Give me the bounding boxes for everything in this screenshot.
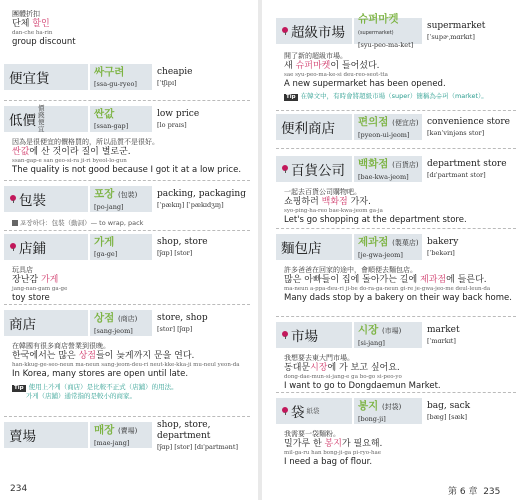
korean-text: 매장	[94, 423, 115, 436]
divider	[4, 416, 250, 417]
korean-text: 시장	[358, 323, 379, 336]
entry-korean	[352, 13, 422, 49]
english-ipa: [ˈsupɚˌmɑrkɪt]	[427, 33, 475, 41]
kor-highlight: 싼값	[12, 147, 30, 157]
english-ipa: [ʃɑp] [stor]	[157, 249, 193, 257]
entry-hanzi	[276, 18, 352, 44]
entry-store	[4, 310, 250, 336]
entry-english	[152, 106, 250, 132]
tip-line	[12, 392, 256, 401]
korean-word	[358, 236, 422, 249]
intro-example	[12, 10, 252, 48]
entry-english	[422, 18, 516, 44]
korean-romanization: [bae-kwa-jeom]	[358, 172, 409, 181]
example-shop	[12, 266, 256, 304]
english-word: bakery	[427, 237, 459, 247]
korean-text: 슈퍼마켓	[358, 13, 399, 25]
example-romanization: dong-dae-mun-si-jang-e ga bo-go si-peo-yo	[284, 374, 402, 380]
tip-text: 가게（店鋪）通常指的是較小的商家。	[26, 392, 137, 400]
english-ipa: [ˈbekərɪ]	[427, 249, 455, 257]
english-ipa: [bæg] [sæk]	[427, 413, 468, 421]
example-romanization: mil-ga-ru han bong-ji-ga pi-ryo-hae	[284, 450, 382, 456]
divider	[276, 148, 516, 149]
kor-highlight: 가게	[40, 275, 59, 285]
hanzi-text: 市場	[291, 329, 318, 345]
korean-paren: (封袋)	[381, 402, 402, 411]
example-kor	[12, 147, 256, 158]
entry-hanzi: 賣場	[4, 422, 88, 448]
korean-paren: (supermarket)	[358, 30, 394, 36]
example-cn: 團體折扣	[12, 10, 40, 18]
english-word: low price	[157, 109, 200, 119]
entry-hanzi	[276, 156, 352, 182]
kor-text: 많은 아빠들이 집에 돌아가는 길에	[284, 275, 421, 285]
korean-word: 싸구려	[94, 66, 125, 78]
divider	[4, 304, 250, 305]
korean-romanization: [si-jang]	[358, 338, 385, 347]
book-gutter	[258, 0, 262, 500]
page-number: 235	[483, 487, 501, 497]
example-romanization: ma-neun a-ppa-deu-ri ji-be do-ra-ga-neun gi-re je-gwa-jeo-me deul-leun-da	[284, 286, 491, 292]
hanzi-text: 百貨公司	[291, 163, 345, 179]
korean-paren: (賣場)	[117, 426, 138, 435]
example-en: I need a bag of flour.	[284, 457, 373, 467]
english-word: shop, store, department	[157, 419, 211, 441]
verb-note-label: 포장하다：包裝（動詞）— to wrap, pack	[20, 219, 144, 227]
english-word: market	[427, 325, 460, 335]
example-kor	[284, 439, 518, 450]
example-kor	[12, 351, 256, 362]
hanzi-text: 店鋪	[19, 241, 46, 257]
kor-text: 단체	[12, 19, 33, 29]
example-cn: 玩具店	[12, 266, 33, 274]
example-en: group discount	[12, 37, 76, 47]
divider	[4, 230, 250, 231]
example-kor	[284, 363, 518, 374]
kor-text: 가자.	[347, 197, 371, 207]
korean-word	[94, 424, 152, 437]
kor-highlight: 시장	[310, 363, 328, 373]
example-romanization: jang-nan-gam ga-ge	[12, 286, 68, 292]
tip-text: 在韓文中，有時會將超級市場（super）簡稱為슈퍼（market）。	[300, 92, 488, 100]
entry-hanzi: 麵包店	[276, 234, 352, 260]
example-cn: 開了新的超級市場。	[284, 52, 347, 60]
entry-bag	[276, 398, 516, 424]
korean-romanization: [ssa-gu-ryeo]	[94, 80, 137, 88]
english-word: cheapie	[157, 67, 193, 77]
example-supermarket	[284, 52, 518, 101]
tip-badge: Tip	[14, 385, 24, 391]
kor-text: 이 들어섰다.	[330, 61, 380, 71]
korean-paren: (百貨店)	[392, 160, 419, 169]
example-en: A new supermarket has been opened.	[284, 79, 446, 89]
english-word: packing, packaging	[157, 189, 246, 199]
pin-icon	[281, 331, 289, 339]
kor-text: 에 들른다.	[446, 275, 487, 285]
entry-english	[422, 322, 516, 348]
kor-text: 한국에서는 많은	[12, 351, 79, 361]
entry-convenience-store	[276, 114, 516, 140]
hanzi-text: 超級市場	[291, 25, 345, 41]
korean-word: 싼값	[94, 108, 115, 120]
entry-english	[422, 398, 516, 424]
korean-word	[94, 188, 152, 201]
chapter-label: 第 6 章	[448, 487, 478, 497]
example-romanization: sae syu-peo-ma-ke-si deu-reo-seot-tta	[284, 72, 388, 78]
korean-word	[358, 116, 422, 129]
korean-romanization: [ssan-gap]	[94, 122, 129, 130]
korean-text: 상점	[94, 311, 115, 324]
example-cn: 因為是很便宜的價格買的，所以品質不是很好。	[12, 138, 159, 146]
pin-icon	[281, 407, 289, 415]
entry-korean	[88, 310, 152, 336]
kor-text: 쇼핑하러	[284, 197, 322, 207]
example-kor	[284, 275, 518, 286]
korean-romanization: [bong-ji]	[358, 414, 386, 423]
entry-korean	[88, 422, 152, 448]
korean-paren: (包裝)	[117, 190, 138, 199]
kor-highlight: 슈퍼마켓	[295, 61, 331, 71]
entry-english	[152, 64, 250, 90]
entry-supermarket	[276, 13, 516, 49]
entry-korean	[352, 398, 422, 424]
tip-line	[284, 92, 518, 101]
verb-note	[12, 218, 256, 227]
entry-hanzi	[276, 322, 352, 348]
korean-word	[358, 13, 422, 39]
entry-korean	[352, 322, 422, 348]
english-ipa: [dɪˈpartmənt stor]	[427, 171, 486, 179]
entry-korean	[88, 186, 152, 212]
english-word: shop, store	[157, 237, 208, 247]
divider	[276, 392, 516, 393]
entry-hanzi	[276, 398, 352, 424]
korean-paren: (商店)	[117, 314, 138, 323]
tip-line	[12, 383, 256, 392]
example-romanization: syo-ping-ha-reo bae-kwa-jeom ga-ja	[284, 208, 383, 214]
divider	[276, 316, 516, 317]
page-number: 234	[10, 484, 28, 494]
entry-hanzi	[4, 186, 88, 212]
kor-text: 에 산 것이라 질이 별로군.	[29, 147, 131, 157]
english-ipa: [lo praɪs]	[157, 121, 187, 129]
entry-department-store	[276, 156, 516, 182]
entry-bakery	[276, 234, 516, 260]
entry-low-price	[4, 106, 250, 132]
english-word: store, shop	[157, 313, 208, 323]
entry-english	[152, 310, 250, 336]
kor-highlight: 상점	[78, 351, 96, 361]
kor-text: 밀가루 한	[284, 439, 325, 449]
korean-text: 포장	[94, 187, 115, 200]
kor-highlight: 할인	[32, 19, 50, 29]
korean-romanization: [ga-ge]	[94, 250, 118, 258]
korean-text: 편의점	[358, 115, 389, 128]
example-romanization: dan-che ha-rin	[12, 30, 53, 36]
hanzi-note: 價錢便宜	[38, 104, 45, 133]
divider	[276, 228, 516, 229]
hanzi-text: 袋	[291, 405, 305, 421]
entry-hanzi: 便利商店	[276, 114, 352, 140]
kor-text: 에 가 보고 싶어요.	[327, 363, 400, 373]
kor-text: 동대문	[284, 363, 311, 373]
tip-text: 使用上가게（商店）是比較不正式（店鋪）的用法。	[28, 383, 178, 391]
example-store	[12, 342, 256, 401]
korean-text: 봉지	[358, 399, 379, 412]
hanzi-text: 包裝	[19, 193, 46, 209]
entry-cheapie	[4, 64, 250, 90]
pin-icon	[281, 165, 289, 173]
example-en: toy store	[12, 293, 50, 303]
example-department-store	[284, 188, 518, 226]
english-ipa: [ʃɑp] [stor] [dɪˈpartmənt]	[157, 442, 238, 451]
english-word: department store	[427, 159, 507, 169]
example-en: The quality is not good because I got it at a low price.	[12, 165, 242, 175]
kor-highlight: 제과점	[420, 275, 447, 285]
divider	[4, 180, 250, 181]
kor-text: 들이 늦게까지 문을 연다.	[95, 351, 195, 361]
hanzi-text: 低價	[9, 113, 36, 129]
korean-word	[358, 324, 422, 337]
entry-department	[4, 419, 250, 451]
entry-korean	[352, 114, 422, 140]
example-cn: 我需要一袋麵粉。	[284, 430, 340, 438]
korean-paren: (製菓店)	[392, 238, 419, 247]
pin-icon	[9, 195, 17, 203]
example-en: In Korea, many stores are open until late.	[12, 369, 189, 379]
pin-icon	[281, 27, 289, 35]
example-en: Let's go shopping at the department store.	[284, 215, 467, 225]
example-romanization: ssan-gap-e san geo-si-ra ji-ri byeol-lo-gun	[12, 158, 127, 164]
english-ipa: [ˈtʃipɪ]	[157, 79, 177, 87]
entry-english	[422, 234, 516, 260]
korean-word	[358, 400, 422, 413]
entry-english	[422, 114, 516, 140]
example-cn: 一起去百貨公司購物吧。	[284, 188, 361, 196]
kor-highlight: 백화점	[321, 197, 348, 207]
english-word: convenience store	[427, 117, 510, 127]
entry-korean	[88, 106, 152, 132]
english-ipa: [kənˈvinjəns stor]	[427, 129, 485, 137]
entry-korean	[352, 234, 422, 260]
tip-badge: Tip	[286, 94, 296, 100]
example-bag	[284, 430, 518, 468]
example-romanization: han-kkug-ge-seo-neun ma-neun sang-jeom-deu-ri neut-kke-kka-ji mu-neul yeon-da	[12, 362, 240, 368]
example-low-price	[12, 138, 256, 176]
verb-note-text	[12, 218, 256, 227]
entry-korean	[352, 156, 422, 182]
kor-text: 장난감	[12, 275, 41, 285]
example-cn: 許多爸爸在回家的途中，會順便去麵包店。	[284, 266, 417, 274]
page-footer	[448, 484, 500, 497]
korean-word	[94, 312, 152, 325]
english-ipa: [stor] [ʃɑp]	[157, 325, 193, 333]
entry-hanzi	[4, 234, 88, 260]
entry-market	[276, 322, 516, 348]
korean-word	[358, 158, 422, 171]
entry-hanzi: 商店	[4, 310, 88, 336]
example-kor	[12, 19, 252, 30]
example-cn: 在韓國有很多商店營業到很晚。	[12, 342, 110, 350]
korean-paren: (市場)	[381, 326, 402, 335]
kor-highlight: 봉지	[324, 439, 342, 449]
pin-icon	[9, 243, 17, 251]
divider	[276, 110, 516, 111]
korean-romanization: [sang-jeom]	[94, 326, 133, 335]
entry-korean	[88, 64, 152, 90]
english-ipa: [ˈmɑrkɪt]	[427, 337, 456, 345]
entry-packing	[4, 186, 250, 212]
korean-romanization: [syu-peo-ma-ket]	[358, 41, 414, 49]
example-market	[284, 354, 518, 392]
english-word: bag, sack	[427, 401, 471, 411]
entry-shop	[4, 234, 250, 260]
hanzi-note: 紙袋	[306, 406, 320, 415]
entry-hanzi: 便宜貨	[4, 64, 88, 90]
example-bakery	[284, 266, 518, 304]
english-word: supermarket	[427, 21, 486, 31]
english-ipa: [ˈpækɪŋ] [ˈpækɪdʒɪŋ]	[157, 201, 224, 209]
example-en: Many dads stop by a bakery on their way back home.	[284, 293, 512, 303]
note-icon	[12, 220, 18, 226]
entry-hanzi	[4, 106, 88, 132]
example-kor	[284, 61, 518, 72]
entry-english	[152, 419, 250, 451]
kor-text: 새	[284, 61, 296, 71]
korean-text: 백화점	[358, 157, 389, 170]
example-en: I want to go to Dongdaemun Market.	[284, 381, 441, 391]
korean-romanization: [pyeon-ui-jeom]	[358, 130, 410, 139]
korean-romanization: [mae-jang]	[94, 438, 130, 447]
example-cn: 我想要去東大門市場。	[284, 354, 354, 362]
korean-paren: (便宜店)	[392, 118, 419, 127]
korean-word: 가게	[94, 236, 115, 248]
entry-english	[152, 234, 250, 260]
entry-korean	[88, 234, 152, 260]
korean-text: 제과점	[358, 235, 389, 248]
example-kor	[12, 275, 256, 286]
entry-english	[152, 186, 250, 212]
example-kor	[284, 197, 518, 208]
entry-english	[422, 156, 516, 182]
divider	[4, 100, 250, 101]
kor-text: 가 필요해.	[341, 439, 383, 449]
korean-romanization: [je-gwa-jeom]	[358, 250, 403, 259]
korean-romanization: [po-jang]	[94, 202, 124, 211]
